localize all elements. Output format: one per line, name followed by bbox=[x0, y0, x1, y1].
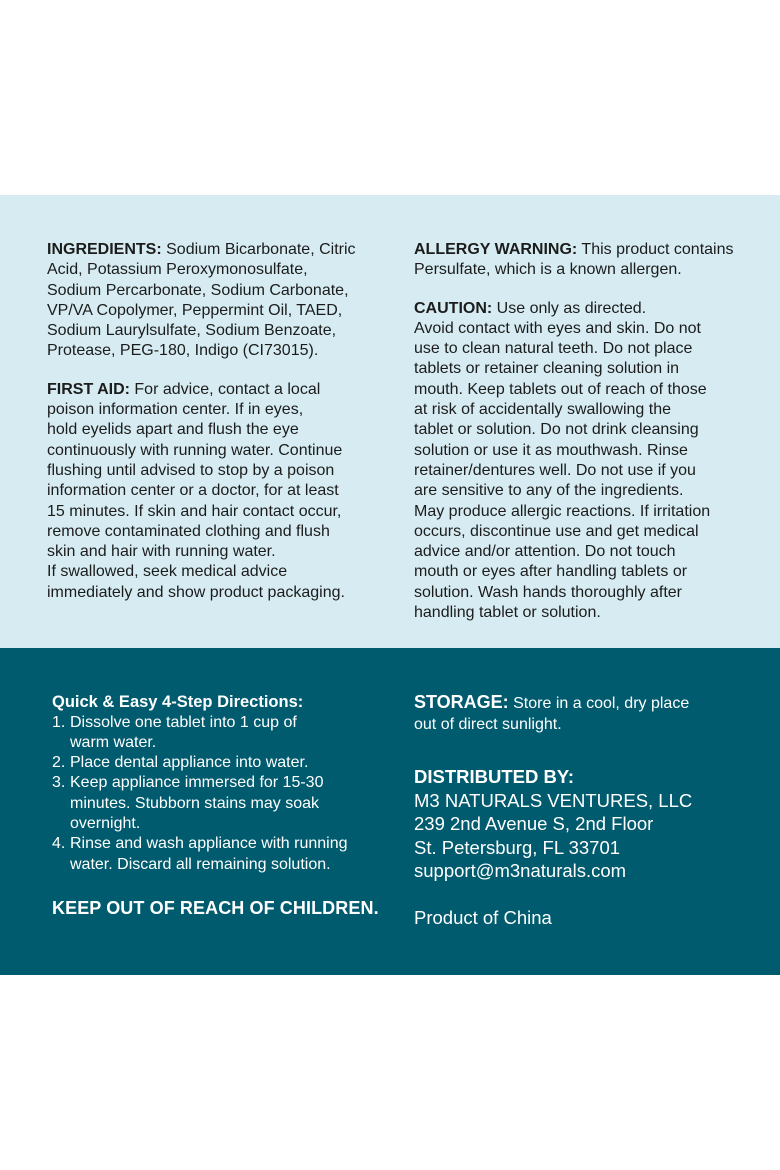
distributor-city: St. Petersburg, FL 33701 bbox=[414, 836, 621, 858]
allergy-section bbox=[414, 240, 754, 281]
ingredients-section bbox=[47, 240, 377, 362]
children-warning: KEEP OUT OF REACH OF CHILDREN. bbox=[52, 897, 379, 918]
direction-step bbox=[52, 834, 392, 875]
allergy-label: ALLERGY WARNING: bbox=[414, 241, 578, 258]
ingredients-label: INGREDIENTS: bbox=[47, 241, 162, 258]
right-column-light bbox=[414, 240, 754, 641]
directions-steps bbox=[52, 713, 392, 875]
caution-text: Use only as directed. Avoid contact with eyes and skin. Do not use to clean natural teeth. Do not place tablets or retainer cleaning solution in mouth. Keep tablets out of reach of those at risk of accidentally swallowing the tablet or solution. Do not drink cleansing solution or use it as mouthwash. Rinse retainer/dentures well. Do not use if you are sensitive to any of the ingredients. May produce allergic reactions. If irritation occurs, discontinue use and get medical advice and/or attention. Do not touch mouth or eyes after handling tablets or solution. Wash hands thoroughly after handling tablet or solution. bbox=[414, 299, 711, 622]
distributor-label: DISTRIBUTED BY: bbox=[414, 766, 574, 787]
step-number: 4. bbox=[52, 835, 66, 853]
step-text: Place dental appliance into water. bbox=[70, 754, 309, 772]
step-number: 3. bbox=[52, 774, 66, 792]
info-panel-dark bbox=[0, 648, 780, 975]
direction-step bbox=[52, 773, 392, 834]
first-aid-section bbox=[47, 380, 377, 603]
step-text: Dissolve one tablet into 1 cup of warm water. bbox=[70, 713, 297, 751]
caution-section bbox=[414, 299, 754, 624]
distributor-email: support@m3naturals.com bbox=[414, 860, 627, 882]
distributor-street: 239 2nd Avenue S, 2nd Floor bbox=[414, 813, 654, 835]
distributor-name: M3 NATURALS VENTURES, LLC bbox=[414, 790, 693, 811]
step-text: Rinse and wash appliance with running water. Discard all remaining solution. bbox=[70, 835, 348, 873]
direction-step bbox=[52, 713, 392, 754]
ingredients-text: Sodium Bicarbonate, Citric Acid, Potassium Peroxymonosulfate, Sodium Percarbonate, Sodium Carbonate, VP/VA Copolymer, Peppermint Oil, TAED, Sodium Laurylsulfate, Sodium Benzoate, Protease, PEG-180, Indigo (CI73015). bbox=[47, 241, 356, 360]
allergy-text: This product contains Persulfate, which is a known allergen. bbox=[414, 241, 734, 279]
storage-section bbox=[414, 692, 754, 735]
product-origin: Product of China bbox=[414, 906, 552, 928]
directions-column bbox=[52, 692, 392, 919]
info-panel-light bbox=[0, 195, 780, 648]
step-number: 1. bbox=[52, 713, 66, 731]
storage-distributor-column bbox=[414, 692, 754, 930]
directions-title: Quick & Easy 4-Step Directions: bbox=[52, 693, 304, 711]
step-number: 2. bbox=[52, 754, 66, 772]
step-text: Keep appliance immersed for 15-30 minutes. Stubborn stains may soak overnight. bbox=[70, 774, 324, 832]
first-aid-text: For advice, contact a local poison information center. If in eyes, hold eyelids apart and flush the eye continuously with running water. Continue flushing until advised to stop by a poison information center or a doctor, for at least 15 minutes. If skin and hair contact occur, remove contaminated clothing and flush skin and hair with running water. If swallowed, seek medical advice immediately and show product packaging. bbox=[47, 380, 345, 601]
storage-text: Store in a cool, dry place out of direct sunlight. bbox=[414, 695, 690, 733]
left-column-light bbox=[47, 240, 377, 621]
storage-label: STORAGE: bbox=[414, 692, 509, 712]
caution-label: CAUTION: bbox=[414, 299, 493, 317]
first-aid-label: FIRST AID: bbox=[47, 380, 130, 398]
direction-step bbox=[52, 753, 392, 773]
